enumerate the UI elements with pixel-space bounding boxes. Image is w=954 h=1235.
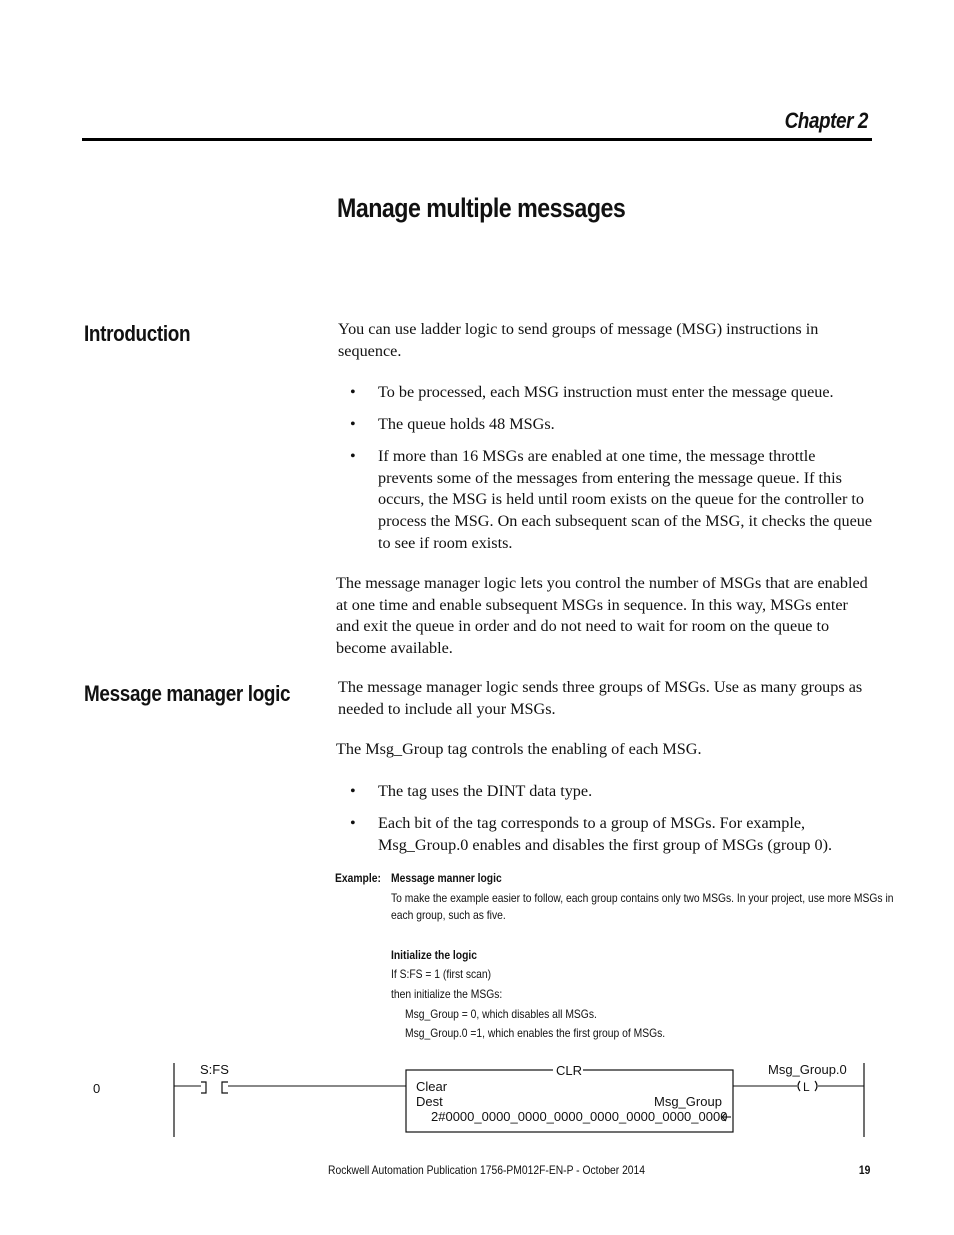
list-item-text: The tag uses the DINT data type. bbox=[378, 782, 593, 800]
bullet-icon: • bbox=[350, 782, 356, 800]
bullet-icon: • bbox=[350, 415, 356, 434]
list-item-text: The queue holds 48 MSGs. bbox=[378, 415, 555, 434]
intro-paragraph-1: You can use ladder logic to send groups of message (MSG) instructions in sequence. bbox=[338, 320, 819, 360]
dest-value: 2#0000_0000_0000_0000_0000_0000_0000_0000 bbox=[431, 1109, 728, 1124]
list-item bbox=[338, 414, 873, 436]
list-item bbox=[338, 382, 873, 404]
section-heading-message-manager-logic: Message manager logic bbox=[84, 681, 291, 706]
bullet-icon: • bbox=[350, 383, 356, 401]
instruction-name: CLR bbox=[556, 1063, 583, 1078]
example-line-2: then initialize the MSGs: bbox=[391, 987, 503, 1001]
examine-if-closed-contact-icon bbox=[201, 1082, 228, 1093]
example-description-line-2: each group, such as five. bbox=[391, 908, 506, 922]
manager-paragraph-2: The Msg_Group tag controls the enabling of each MSG. bbox=[336, 740, 702, 758]
example-line-1: If S:FS = 1 (first scan) bbox=[391, 967, 492, 981]
example-line-4: Msg_Group.0 =1, which enables the first group of MSGs. bbox=[405, 1026, 666, 1040]
clear-label: Clear bbox=[416, 1079, 448, 1094]
list-item-text: Each bit of the tag corresponds to a group of MSGs. For example, Msg_Group.0 enables and disables the first group of MSGs (group 0). bbox=[378, 814, 833, 854]
bullet-icon: • bbox=[350, 814, 356, 833]
section-heading-introduction: Introduction bbox=[84, 321, 191, 346]
manager-bullet-list bbox=[338, 781, 873, 856]
contact-tag: S:FS bbox=[200, 1062, 229, 1077]
chapter-rule bbox=[82, 138, 872, 141]
manager-paragraph-1: The message manager logic sends three groups of MSGs. Use as many groups as needed to include all your MSGs. bbox=[338, 678, 863, 718]
dest-label: Dest bbox=[416, 1094, 443, 1109]
example-line-3: Msg_Group = 0, which disables all MSGs. bbox=[405, 1007, 597, 1021]
ladder-rung-diagram bbox=[0, 1055, 954, 1145]
rung-number: 0 bbox=[93, 1081, 101, 1096]
example-description-line-1: To make the example easier to follow, each group contains only two MSGs. In your project, use more MSGs in bbox=[391, 891, 894, 905]
example-title: Message manner logic bbox=[391, 871, 502, 885]
bullet-icon: • bbox=[350, 447, 356, 466]
list-item-text: To be processed, each MSG instruction must enter the message queue. bbox=[378, 383, 834, 401]
list-item-text: If more than 16 MSGs are enabled at one time, the message throttle prevents some of the messages from entering the message queue. If this occurs, the MSG is held until room exists on the queue for the controller to process the MSG. On each subsequent scan of the MSG, it checks the queue to see if room exists. bbox=[378, 447, 873, 552]
dest-tag: Msg_Group bbox=[654, 1094, 722, 1109]
coil-letter: L bbox=[803, 1080, 810, 1094]
intro-bullet-list bbox=[338, 382, 873, 554]
intro-paragraph-2: The message manager logic lets you control the number of MSGs that are enabled at one time and enable subsequent MSGs in sequence. In this way, MSGs enter and exit the queue in order and do not need to wait for room on the queue to become available. bbox=[336, 574, 868, 657]
page-title: Manage multiple messages bbox=[337, 193, 626, 223]
example-label: Example: bbox=[335, 871, 381, 885]
footer-publication: Rockwell Automation Publication 1756-PM012F-EN-P - October 2014 bbox=[328, 1163, 646, 1177]
list-item bbox=[338, 446, 873, 554]
list-item bbox=[338, 813, 873, 856]
chapter-label: Chapter 2 bbox=[784, 108, 868, 133]
list-item bbox=[338, 781, 873, 803]
example-subtitle: Initialize the logic bbox=[391, 948, 478, 962]
page-number: 19 bbox=[858, 1163, 870, 1177]
coil-tag: Msg_Group.0 bbox=[768, 1062, 847, 1077]
